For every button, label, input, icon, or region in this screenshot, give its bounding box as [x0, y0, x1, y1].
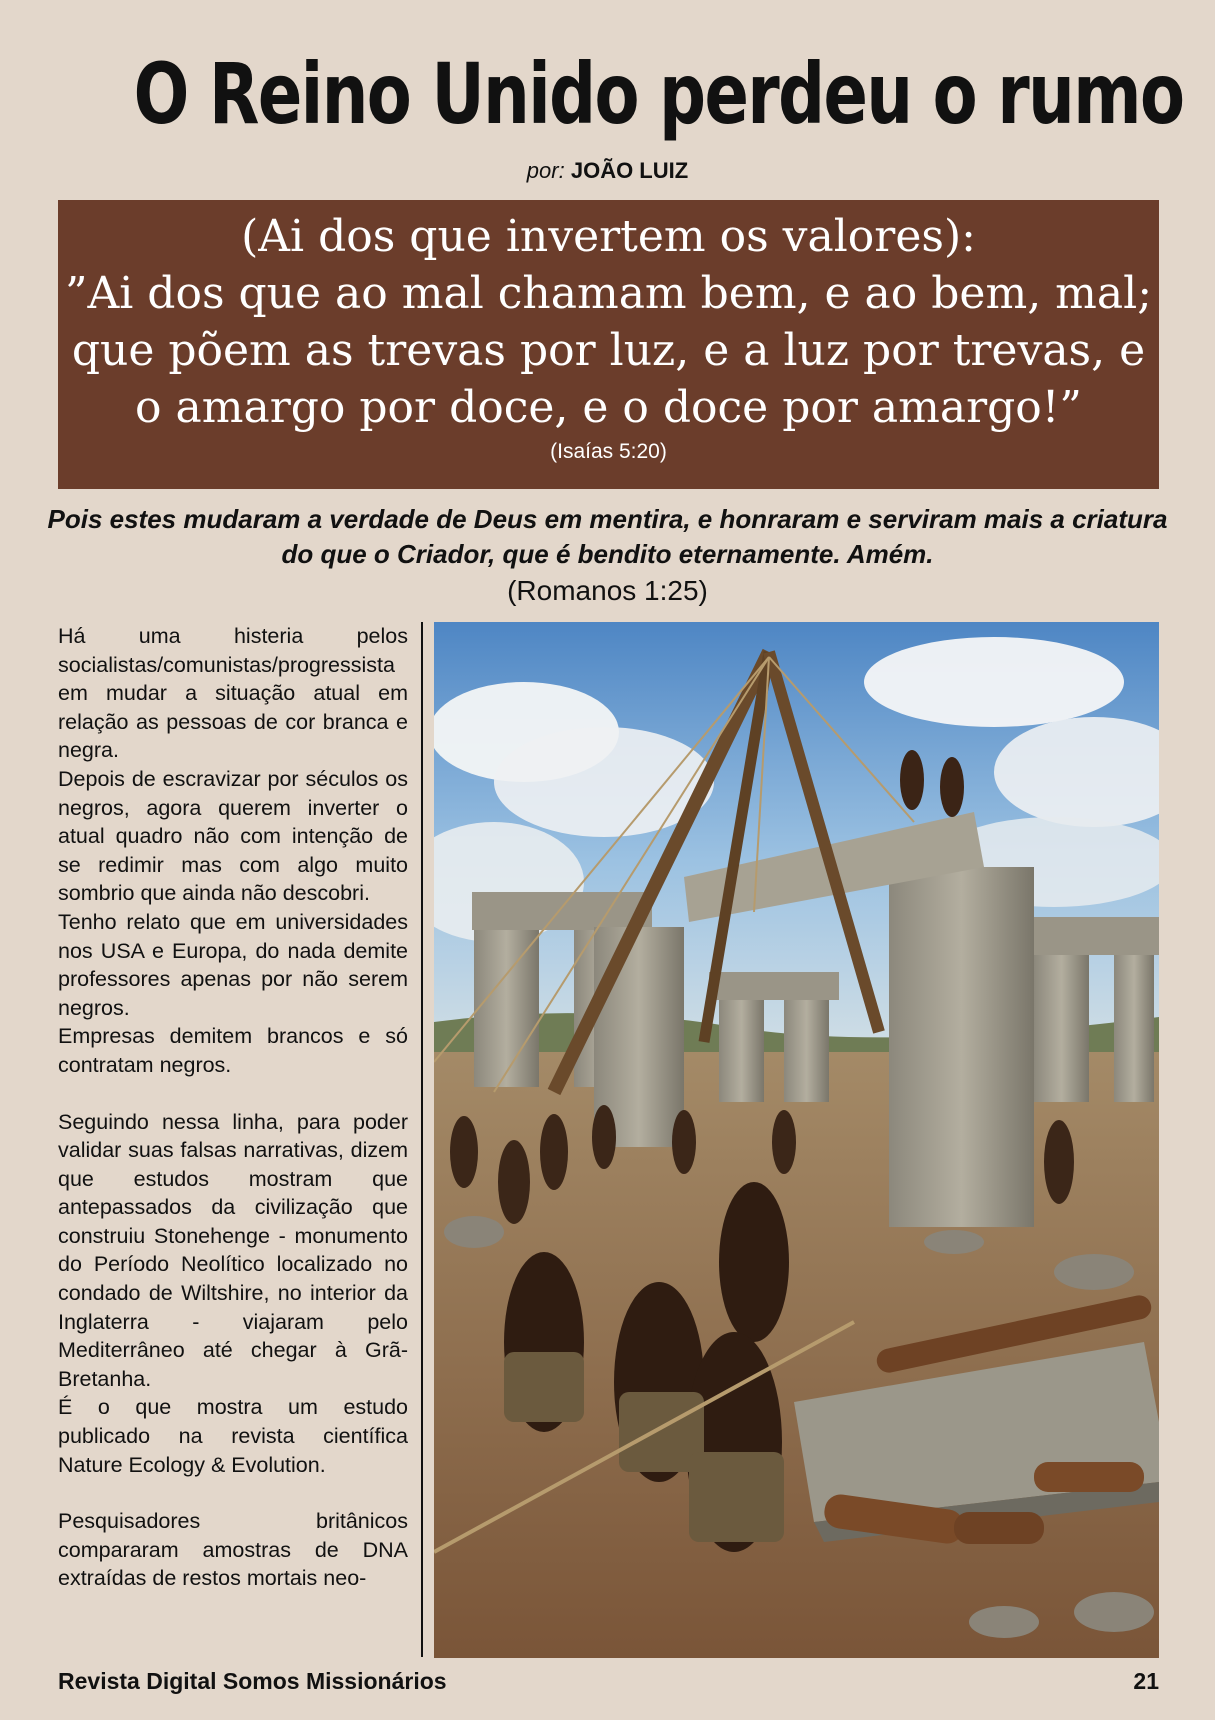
- scripture-quote-box: [58, 200, 1159, 489]
- quote-reference: (Isaías 5:20): [550, 440, 667, 463]
- page-number: 21: [1133, 1668, 1159, 1694]
- quote-line: (Ai dos que invertem os valores):: [241, 211, 976, 262]
- author-name: JOÃO LUIZ: [570, 158, 689, 183]
- body-paragraph: Seguindo nessa linha, para poder validar suas falsas narrativas, dizem que estudos mostram que antepassados da civilização que construiu Stonehenge - monumento do Período Neolítico localizado no condado de Wiltshire, no interior da Inglaterra - viajaram pelo Mediterrâneo até chegar à Grã-Bretanha.: [58, 1109, 408, 1391]
- byline: [0, 158, 1215, 184]
- quote-line: o amargo por doce, e o doce por amargo!”: [135, 382, 1082, 433]
- publication-name: Revista Digital Somos Missionários: [58, 1668, 447, 1694]
- body-paragraph: Empresas demitem brancos e só contratam negros.: [58, 1024, 408, 1077]
- body-paragraph: Tenho relato que em universidades nos USA e Europa, do nada demite professores apenas por não serem negros.: [58, 909, 408, 1020]
- body-paragraph: É o que mostra um estudo publicado na revista científica Nature Ecology & Evolution.: [58, 1395, 408, 1477]
- romans-reference: (Romanos 1:25): [507, 575, 708, 606]
- body-paragraph: Pesquisadores britânicos compararam amostras de DNA extraídas de restos mortais neo-: [58, 1509, 408, 1591]
- romans-verse: [40, 502, 1175, 609]
- romans-text: Pois estes mudaram a verdade de Deus em mentira, e honraram e serviram mais a criatura do que o Criador, que é bendito eternamente. Amém.: [47, 504, 1168, 569]
- quote-line: que põem as trevas por luz, e a luz por trevas, e: [71, 325, 1146, 376]
- article-title: O Reino Unido perdeu o rumo: [133, 45, 1184, 143]
- article-body: [58, 622, 408, 1654]
- column-divider: [421, 622, 423, 1657]
- quote-line: ”Ai dos que ao mal chamam bem, e ao bem, mal;: [64, 268, 1153, 319]
- body-paragraph: Depois de escravizar por séculos os negros, agora querem inverter o atual quadro não com intenção de se redimir mas com algo muito sombrio que ainda não descobri.: [58, 766, 408, 906]
- stonehenge-construction-illustration: [434, 622, 1159, 1658]
- body-paragraph: Há uma histeria pelos socialistas/comunistas/progressista em mudar a situação atual em relação as pessoas de cor branca e negra.: [58, 624, 408, 763]
- byline-prefix: por:: [526, 158, 565, 183]
